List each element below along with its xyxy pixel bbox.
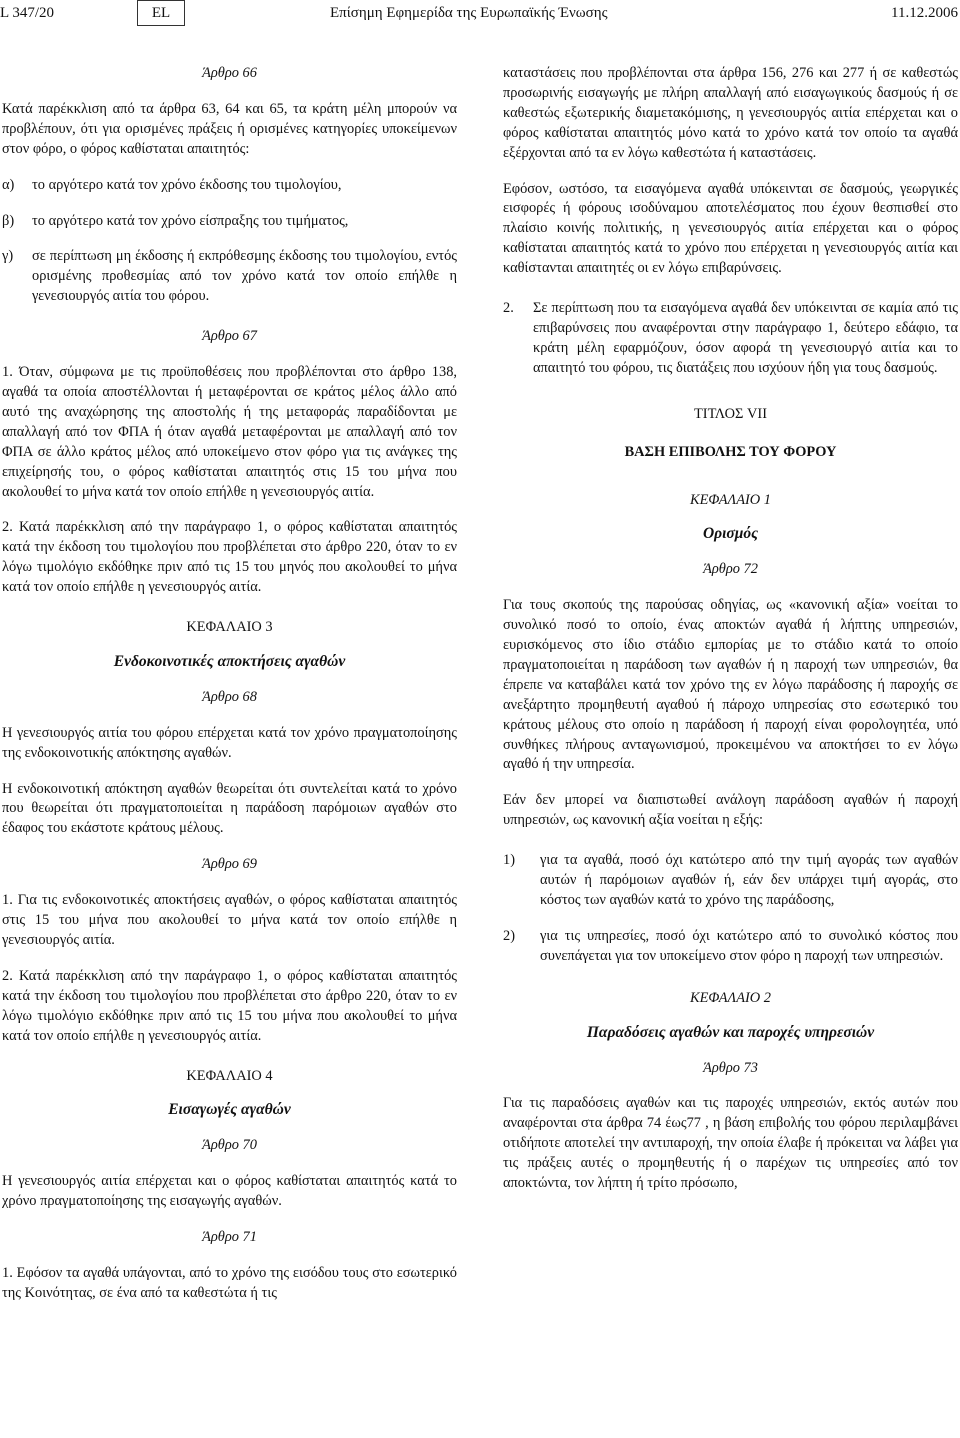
chapter-4-label: ΚΕΦΑΛΑΙΟ 4 bbox=[186, 1067, 273, 1084]
article-66-title: Άρθρο 66 bbox=[202, 65, 257, 81]
article-67-paragraph-1: 1. Όταν, σύμφωνα με τις προϋποθέσεις που προβλέπονται στο άρθρο 138, αγαθά τα οποία αποστέλλονται ή μεταφέρονται σε κράτος μέλος άλλο από αυτό της αναχώρησης της αποστολής ή της μεταφοράς παραδίδονται με απαλλαγή από τον ΦΠΑ ή όταν αγαθά μεταφέρονται με απαλλαγή από τον ΦΠΑ σε άλλο κράτος μέλος από υποκείμενο στον φόρο για τις ανάγκες της επιχείρησής του, ο φόρος καθίσταται απαιτητός στις 15 του μήνα που ακολουθεί το μήνα κατά τον οποίο επήλθε η γενεσιουργός αιτία. bbox=[2, 364, 457, 500]
article-67-paragraph-2: 2. Κατά παρέκκλιση από την παράγραφο 1, ο φόρος καθίσταται απαιτητός κατά την έκδοση του τιμολογίου που προβλέπεται στο άρθρο 220, όταν το εν λόγω τιμολόγιο εκδόθηκε πριν από τις 15 του μηνός που ακολουθεί το μήνα κατά τον οποίο επήλθε η γενεσιουργός αιτία. bbox=[2, 519, 457, 596]
article-71-continuation: καταστάσεις που προβλέπονται στα άρθρα 156, 276 και 277 ή σε καθεστώς προσωρινής εισαγωγής με πλήρη απαλλαγή από εισαγωγικούς δασμούς ή σε καθεστώς εξωτερικής διαμετακόμισης, η γενεσιουργός αιτία επέρχεται και ο φόρος καθίσταται απαιτητός μόνο κατά το χρόνο κατά τον οποίο τα αγαθά εξέρχονται από τα εν λόγω καθεστώτα ή καταστάσεις. bbox=[503, 65, 958, 161]
list-text: το αργότερο κατά τον χρόνο έκδοσης του τιμολογίου, bbox=[32, 176, 342, 193]
title-7-label: ΤΙΤΛΟΣ VII bbox=[693, 405, 767, 422]
list-text: σε περίπτωση μη έκδοσης ή εκπρόθεσμης έκδοσης του τιμολογίου, εντός ορισμένης προθεσμίας από τον χρόνο κατά τον οποίο επήλθε η γενεσιουργός αιτία του φόρου. bbox=[32, 248, 457, 305]
chapter-2-title: Παραδόσεις αγαθών και παροχές υπηρεσιών bbox=[586, 1023, 875, 1041]
page-number: L 347/20 bbox=[0, 5, 55, 21]
journal-title: Επίσημη Εφημερίδα της Ευρωπαϊκής Ένωσης bbox=[330, 5, 608, 21]
chapter-1-title: Ορισμός bbox=[702, 525, 759, 543]
title-7-heading: ΒΑΣΗ ΕΠΙΒΟΛΗΣ ΤΟΥ ΦΟΡΟΥ bbox=[624, 443, 837, 460]
article-66-paragraph: Κατά παρέκκλιση από τα άρθρα 63, 64 και 65, τα κράτη μέλη μπορούν να προβλέπουν, ότι για ορισμένες πράξεις ή ορισμένες κατηγορίες υποκείμενων στον φόρο, ο φόρος καθίσταται απαιτητός: bbox=[2, 100, 457, 157]
list-label: γ) bbox=[2, 248, 14, 265]
chapter-1-label: ΚΕΦΑΛΑΙΟ 1 bbox=[690, 491, 771, 508]
article-71-title: Άρθρο 71 bbox=[202, 1229, 257, 1246]
list-label: 1) bbox=[503, 852, 515, 869]
list-label: β) bbox=[2, 212, 15, 229]
paragraph-text: Σε περίπτωση που τα εισαγόμενα αγαθά δεν υπόκεινται σε καμία από τις επιβαρύνσεις που αναφέρονται στην παράγραφο 1, δεύτερο εδάφιο, τα κράτη μέλη εφαρμόζουν, όσον αφορά τη γενεσιουργό αιτία και το απαιτητό του φόρου, τις διατάξεις που ισχύουν ήδη για τους δασμούς. bbox=[533, 300, 958, 376]
chapter-4-title: Εισαγωγές αγαθών bbox=[168, 1101, 291, 1119]
article-67-title: Άρθρο 67 bbox=[202, 328, 257, 345]
article-69-paragraph-1: 1. Για τις ενδοκοινοτικές αποκτήσεις αγαθών, ο φόρος καθίσταται απαιτητός στις 15 του μήνα που ακολουθεί το μήνα κατά τον οποίο επήλθε η γενεσιουργός αιτία. bbox=[2, 892, 457, 948]
list-text: για τις υπηρεσίες, ποσό όχι κατώτερο από το συνολικό κόστος που συνεπάγεται για τον υποκείμενο στον φόρο η παροχή των υπηρεσιών. bbox=[540, 927, 958, 964]
article-73-paragraph: Για τις παραδόσεις αγαθών και τις παροχές υπηρεσιών, εκτός αυτών που αναφέρονται στα άρθρα 74 έως77 , η βάση επιβολής του φόρου περιλαμβάνει οτιδήποτε αποτελεί την αντιπαροχή, την οποία έλαβε ή πρόκειται να λάβει για τις πράξεις αυτές ο προμηθευτής ή ο παρέχων τις υπηρεσίες από τον αποκτώντα, τον λήπτη ή τρίτο πρόσωπο, bbox=[503, 1095, 958, 1192]
article-71-paragraph-subsequent: Εφόσον, ωστόσο, τα εισαγόμενα αγαθά υπόκεινται σε δασμούς, γεωργικές εισφορές ή φόρους ισοδύναμου αποτελέσματος που έχουν θεσπισθεί στο πλαίσιο κοινής πολιτικής, η γενεσιουργός αιτία επέρχεται και ο φόρος καθίσταται απαιτητός κατά το χρόνο που επέρχεται η γενεσιουργός αιτία και καθίστανται απαιτητές οι εν λόγω επιβαρύνσεις. bbox=[503, 180, 958, 277]
article-70-title: Άρθρο 70 bbox=[202, 1137, 257, 1154]
list-text: για τα αγαθά, ποσό όχι κατώτερο από την τιμή αγοράς των αγαθών αυτών ή παρόμοιων αγαθών ή, εάν δεν υπάρχει τιμή αγοράς, στο κόστος των αγαθών κατά το χρόνο της παράδοσης, bbox=[540, 852, 958, 908]
list-item bbox=[2, 176, 457, 196]
article-68-paragraph-1: Η γενεσιουργός αιτία του φόρου επέρχεται κατά τον χρόνο πραγματοποίησης της ενδοκοινοτικής απόκτησης αγαθών. bbox=[2, 724, 457, 761]
list-item bbox=[2, 247, 457, 307]
article-70-paragraph: Η γενεσιουργός αιτία επέρχεται και ο φόρος καθίσταται απαιτητός κατά το χρόνο πραγματοποίησης της εισαγωγής αγαθών. bbox=[2, 1173, 457, 1210]
left-column bbox=[2, 64, 457, 1320]
list-label: 2) bbox=[503, 927, 515, 944]
right-column bbox=[503, 64, 958, 1210]
article-72-title: Άρθρο 72 bbox=[703, 561, 758, 578]
article-69-paragraph-2: 2. Κατά παρέκκλιση από την παράγραφο 1, ο φόρος καθίσταται απαιτητός κατά την έκδοση του τιμολογίου που προβλέπεται στο άρθρο 220, όταν το εν λόγω τιμολόγιο εκδόθηκε πριν από τις 15 του μήνα που ακολουθεί το μήνα κατά τον οποίο επήλθε η γενεσιουργός αιτία. bbox=[2, 967, 457, 1044]
article-73-title: Άρθρο 73 bbox=[703, 1059, 758, 1076]
list-item bbox=[503, 927, 958, 967]
chapter-3-title: Ενδοκοινοτικές αποκτήσεις αγαθών bbox=[113, 652, 346, 670]
list-item bbox=[503, 851, 958, 911]
chapter-2-label: ΚΕΦΑΛΑΙΟ 2 bbox=[690, 989, 771, 1006]
list-text: το αργότερο κατά τον χρόνο είσπραξης του τιμήματος, bbox=[32, 212, 349, 229]
article-71-paragraph-1: 1. Εφόσον τα αγαθά υπάγονται, από το χρόνο της εισόδου τους στο εσωτερικό της Κοινότητας, σε ένα από τα καθεστώτα ή τις bbox=[2, 1264, 457, 1301]
article-68-paragraph-2: Η ενδοκοινοτική απόκτηση αγαθών θεωρείται ότι συντελείται κατά το χρόνο που θεωρείται ότι πραγματοποιείται η παράδοση παρόμοιων αγαθών στο έδαφος του εκάστοτε κράτους μέλους. bbox=[2, 780, 457, 837]
chapter-3-label: ΚΕΦΑΛΑΙΟ 3 bbox=[186, 619, 273, 636]
article-71-paragraph-2 bbox=[503, 299, 958, 379]
article-69-title: Άρθρο 69 bbox=[202, 856, 257, 873]
paragraph-number: 2. bbox=[503, 300, 514, 317]
list-item bbox=[2, 212, 457, 232]
list-label: α) bbox=[2, 176, 15, 193]
article-72-paragraph-2: Εάν δεν μπορεί να διαπιστωθεί ανάλογη παράδοση αγαθών ή παροχή υπηρεσιών, ως κανονική αξία νοείται η εξής: bbox=[503, 792, 958, 829]
page-header bbox=[0, 0, 960, 30]
language-code: EL bbox=[137, 0, 185, 26]
article-72-paragraph-1: Για τους σκοπούς της παρούσας οδηγίας, ως «κανονική αξία» νοείται το συνολικό ποσό το οποίο, ένας αποκτών αγαθά ή λήπτης υπηρεσιών, ευρισκόμενος στο ίδιο στάδιο εμπορίας με το στάδιο κατά το οποίο πραγματοποιείται η παράδοση των αγαθών ή η παροχή των υπηρεσιών, θα έπρεπε να καταβάλει κατά τον χρόνο της εν λόγω παράδοσης ή παροχής σε ανεξάρτητο προμηθευτή αγαθού ή πάροχο υπηρεσίας στο εσωτερικό του κράτους μέλους στο οποίο η παράδοση ή παροχή είναι φορολογητέα, υπό συνθήκες πλήρους ανταγωνισμού, προκειμένου να αποκτήσει το εν λόγω αγαθό ή την υπηρεσία. bbox=[503, 597, 958, 773]
issue-date: 11.12.2006 bbox=[891, 5, 958, 21]
article-68-title: Άρθρο 68 bbox=[202, 688, 257, 705]
